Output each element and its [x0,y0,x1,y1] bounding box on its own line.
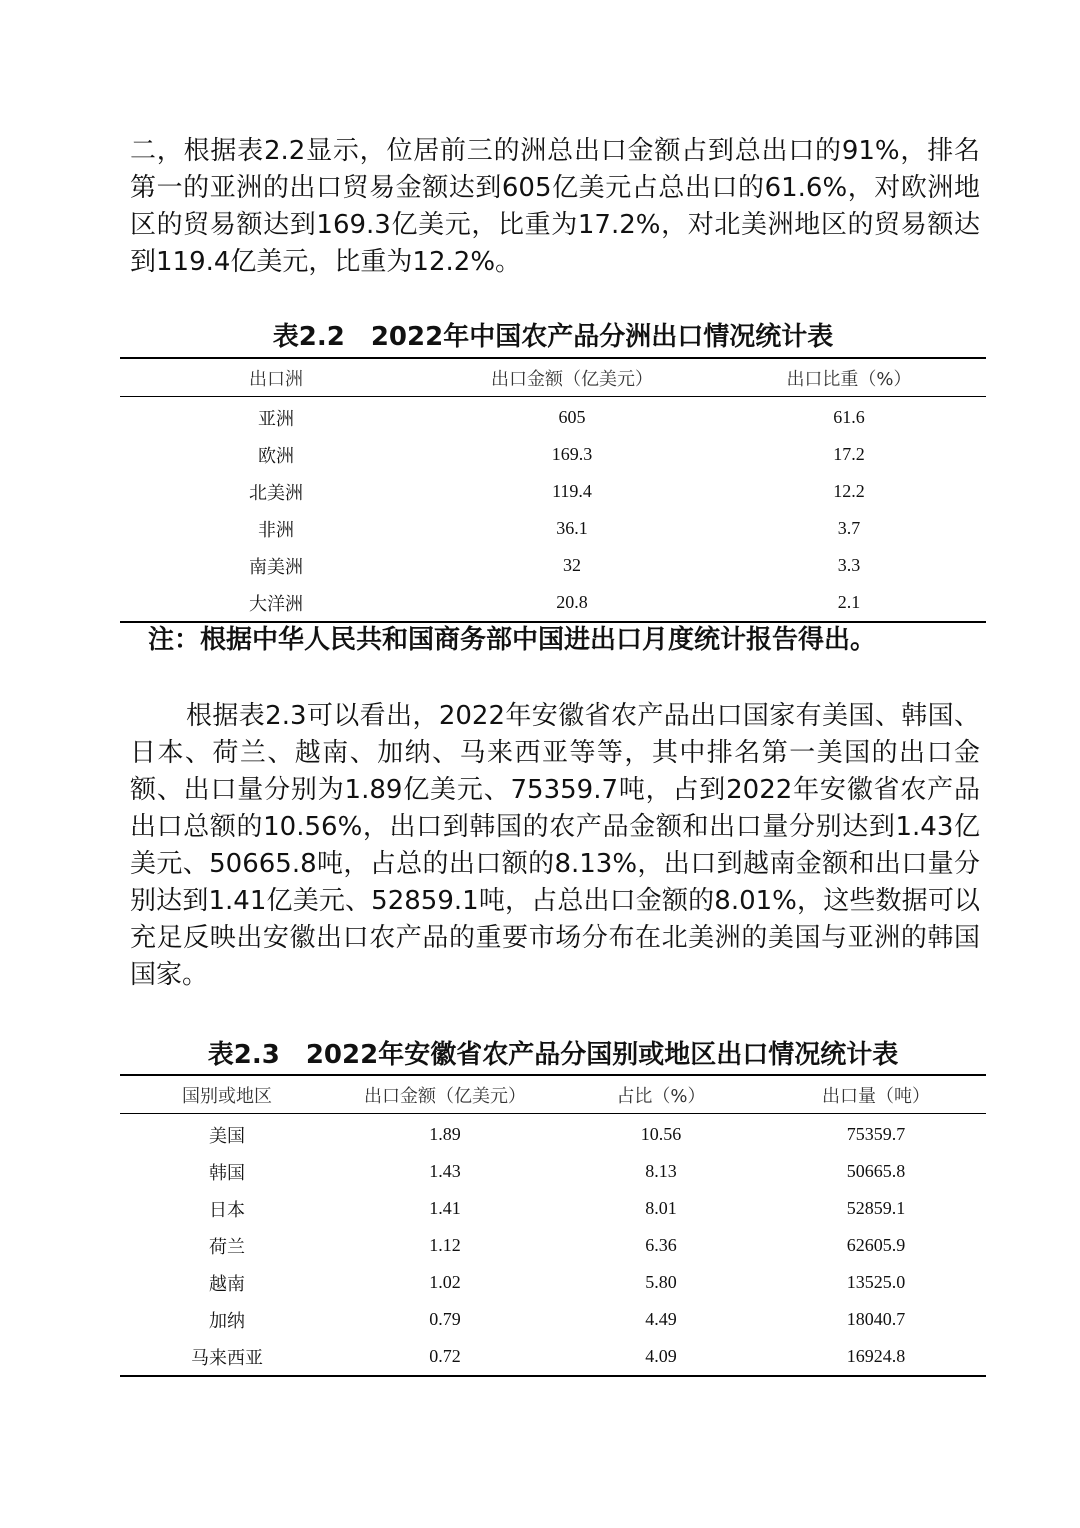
table-cell: 0.72 [334,1338,556,1376]
table-cell: 6.36 [645,1235,677,1255]
table-cell: 大洋洲 [120,584,432,622]
table-row [120,1153,986,1190]
table-cell: 0.79 [429,1309,461,1329]
column-header: 占比（%） [556,1075,766,1114]
table-cell: 南美洲 [249,556,303,578]
table-cell: 1.89 [429,1124,461,1144]
table-row [120,1301,986,1338]
column-header: 出口金额（亿美元） [334,1075,556,1114]
table-cell: 61.6 [833,407,865,427]
table-cell: 马来西亚 [120,1338,334,1376]
table-cell: 3.3 [837,555,861,575]
table-cell: 1.12 [429,1235,461,1255]
table-cell: 119.4 [552,481,592,501]
table-cell: 欧洲 [258,445,294,467]
table-row [120,510,986,547]
table-cell: 8.13 [645,1161,677,1181]
column-header: 出口比重（%） [712,358,986,397]
table-row [120,584,986,622]
table-2-3-caption: 表2.3 2022年安徽省农产品分国别或地区出口情况统计表 [207,1040,899,1070]
continent-export-table [120,357,986,623]
table-header-row [120,1075,986,1114]
table-cell: 75359.7 [846,1124,906,1144]
table-cell: 2.1 [712,584,986,622]
table-row [120,547,986,584]
table-cell: 52859.1 [846,1198,906,1218]
table-cell: 越南 [209,1273,245,1295]
table-cell: 12.2 [833,481,865,501]
column-header: 出口金额（亿美元） [432,358,712,397]
table-2-2-caption: 表2.2 2022年中国农产品分洲出口情况统计表 [272,322,834,352]
table-cell: 16924.8 [766,1338,986,1376]
table-cell: 32 [563,555,581,575]
table-cell: 非洲 [258,519,294,541]
table-cell: 13525.0 [846,1272,906,1292]
table-cell: 5.80 [645,1272,677,1292]
table-cell: 10.56 [640,1124,682,1144]
table-row [120,397,986,437]
table-row [120,1338,986,1376]
table-row [120,1190,986,1227]
column-header: 出口量（吨） [766,1075,986,1114]
table-note: 注：根据中华人民共和国商务部中国进出口月度统计报告得出。 [148,625,877,655]
table-cell: 韩国 [209,1162,245,1184]
table-cell: 605 [558,407,586,427]
table-cell: 62605.9 [846,1235,906,1255]
table-cell: 美国 [209,1125,245,1147]
table-cell: 1.02 [429,1272,461,1292]
column-header: 出口洲 [120,358,432,397]
table-cell: 1.43 [429,1161,461,1181]
table-cell: 加纳 [209,1310,245,1332]
country-export-table [120,1074,986,1377]
table-cell: 17.2 [833,444,865,464]
table-cell: 4.49 [645,1309,677,1329]
table-cell: 北美洲 [249,482,303,504]
table-cell: 36.1 [556,518,588,538]
table-cell: 日本 [209,1199,245,1221]
table-cell: 50665.8 [846,1161,906,1181]
table-row [120,1114,986,1154]
table-cell: 3.7 [837,518,861,538]
table-cell: 4.09 [556,1338,766,1376]
table-cell: 亚洲 [258,408,294,430]
table-cell: 18040.7 [846,1309,906,1329]
table-row [120,1264,986,1301]
column-header: 国别或地区 [120,1075,334,1114]
intro-paragraph: 二，根据表2.2显示，位居前三的洲总出口金额占到总出口的91%，排名第一的亚洲的出口贸易金额达到605亿美元占总出口的61.6%，对欧洲地区的贸易额达到169.3亿美元，比重为17.2%，对北美洲地区的贸易额达到119.4亿美元，比重为12.2%。 [130,136,980,277]
table-row [120,1227,986,1264]
table-cell: 荷兰 [209,1236,245,1258]
table-cell: 8.01 [645,1198,677,1218]
table-header-row [120,358,986,397]
table-cell: 1.41 [429,1198,461,1218]
analysis-paragraph: 根据表2.3可以看出，2022年安徽省农产品出口国家有美国、韩国、日本、荷兰、越南、加纳、马来西亚等等，其中排名第一美国的出口金额、出口量分别为1.89亿美元、75359.7吨，占到2022年安徽省农产品出口总额的10.56%，出口到韩国的农产品金额和出口量分别达到1.43亿美元、50665.8吨，占总的出口额的8.13%，出口到越南金额和出口量分别达到1.41亿美元、52859.1吨，占总出口金额的8.01%，这些数据可以充足反映出安徽出口农产品的重要市场分布在北美洲的美国与亚洲的韩国国家。 [130,701,980,990]
table-row [120,436,986,473]
table-row [120,473,986,510]
table-cell: 20.8 [432,584,712,622]
table-cell: 169.3 [551,444,593,464]
